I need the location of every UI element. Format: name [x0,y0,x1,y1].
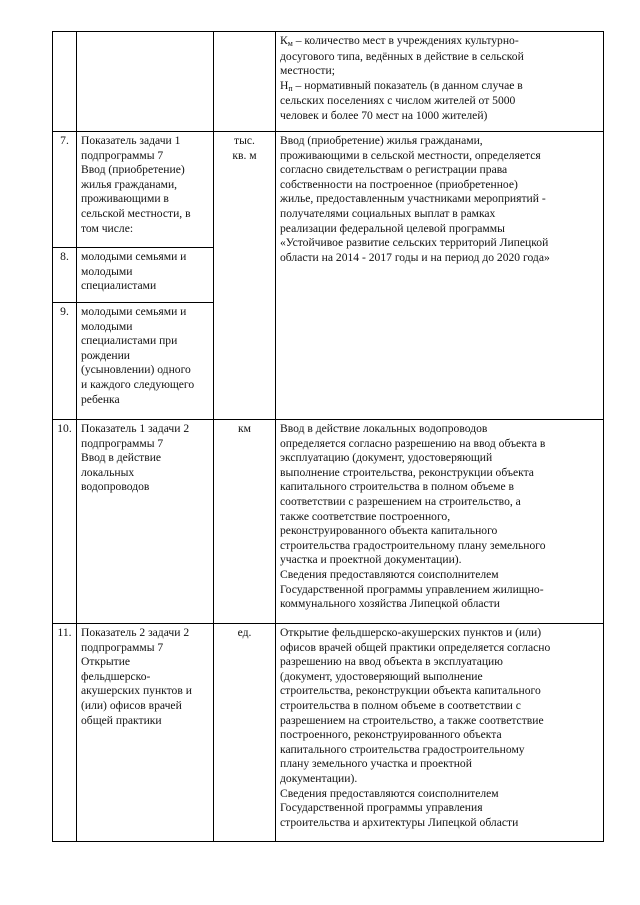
row-number-cell [53,32,77,132]
method-line: Ввод (приобретение) жилья гражданами, [280,134,483,147]
method-line: участка и проектной документации). [280,553,462,567]
unit-line: ед. [237,626,252,639]
method-line: «Устойчивое развитие сельских территорий Липецкой [280,236,549,250]
indicator-name-cell [77,624,214,842]
row-number-cell: 11. [53,624,77,842]
name-line: Открытие [81,655,131,669]
indicator-name-cell [77,248,214,303]
method-line: Открытие фельдшерско-акушерских пунктов и (или) [280,626,542,639]
name-line: проживающими в [81,192,169,206]
indicator-name-cell [77,132,214,248]
method-line: Ввод в действие локальных водопроводов [280,422,488,435]
method-line: проживающими в сельской местности, определяется [280,148,541,162]
unit-line: км [238,422,251,435]
unit-cell [214,32,276,132]
name-line: молодыми семьями и [81,305,187,318]
row-number-cell: 10. [53,420,77,624]
method-line: выполнение строительства, реконструкции объекта [280,465,534,479]
method-line: строительства и архитектуры Липецкой области [280,815,519,829]
method-line: человек и более 70 мест на 1000 жителей) [280,108,488,122]
unit-cell [214,420,276,624]
method-line: строительства градостроительному плану земельного [280,538,546,552]
method-cell [276,132,604,420]
indicator-name-cell [77,420,214,624]
method-line: жилье, предоставленным участниками мероприятий - [280,192,546,206]
name-line: жилья гражданами, [81,177,178,191]
method-line: офисов врачей общей практики определяется согласно [280,640,551,654]
name-line: подпрограммы 7 [81,640,164,654]
name-line: Показатель 1 задачи 2 [81,422,190,435]
name-line: подпрограммы 7 [81,436,164,450]
name-line: ребенка [81,392,120,406]
name-line: и каждого следующего [81,377,195,391]
unit-line: тыс. [234,134,255,147]
method-line: досугового типа, ведённых в действие в сельской [280,49,524,63]
table-row [53,32,604,132]
method-line: Государственной программы управлением жилищно- [280,582,544,596]
name-line: подпрограммы 7 [81,148,164,162]
row-number-cell: 7. [53,132,77,248]
method-line: эксплуатацию (документ, удостоверяющий [280,451,493,465]
name-line: рождении [81,348,130,362]
row-number-cell: 8. [53,248,77,303]
method-line: строительства в полном объеме в соответствии с [280,698,521,712]
table-row [53,132,604,248]
name-line: (или) офисов врачей [81,698,182,712]
name-line: специалистами при [81,334,178,348]
table-row [53,624,604,842]
method-line: реализации федеральной целевой программы [280,221,505,235]
name-line: локальных [81,465,135,479]
name-line: молодыми семьями и [81,250,187,263]
method-line: определяется согласно разрешению на ввод объекта в [280,436,546,450]
name-line: Ввод (приобретение) [81,163,185,177]
method-line: капитального строительства градостроительному [280,742,525,756]
unit-cell [214,624,276,842]
method-line: (документ, удостоверяющий выполнение [280,669,483,683]
table-row [53,420,604,624]
method-line: реконструированного объекта капитального [280,524,498,538]
method-cell [276,32,604,132]
name-line: сельской местности, в [81,206,191,220]
name-line: молодыми [81,319,133,333]
name-line: акушерских пунктов и [81,684,192,698]
name-line: фельдшерско- [81,669,151,683]
method-line: Сведения предоставляются соисполнителем [280,786,499,800]
indicator-table [52,31,604,842]
method-line: сельских поселениях с числом жителей от 5000 [280,94,516,108]
method-line: местности; [280,64,335,78]
name-line: общей практики [81,713,162,727]
method-line: коммунального хозяйства Липецкой области [280,597,500,611]
name-line: Показатель 2 задачи 2 [81,626,190,639]
method-line: Нп – нормативный показатель (в данном случае в [280,78,523,93]
method-line: Сведения предоставляются соисполнителем [280,567,499,581]
indicator-name-cell [77,32,214,132]
method-line: плану земельного участка и проектной [280,757,472,771]
unit-line: кв. м [232,148,257,162]
method-line: Государственной программы управления [280,801,483,815]
method-line: получателями социальных выплат в рамках [280,206,496,220]
method-line: документации). [280,771,358,785]
method-line: разрешением на строительство, а также соответствие [280,713,544,727]
method-line: собственности на построенное (приобретенное) [280,177,518,191]
name-line: Показатель задачи 1 [81,134,181,147]
name-line: специалистами [81,279,157,293]
method-line: Км – количество мест в учреждениях культурно- [280,34,519,48]
method-line: согласно свидетельствам о регистрации права [280,163,508,177]
method-line: также соответствие построенного, [280,509,451,523]
method-line: строительства, реконструкции объекта капитального [280,684,541,698]
method-line: построенного, реконструированного объекта [280,728,502,742]
name-line: Ввод в действие [81,451,162,465]
method-line: разрешению на ввод объекта в эксплуатацию [280,655,503,669]
name-line: (усыновлении) одного [81,363,191,377]
method-line: капитального строительства в полном объеме в [280,480,514,494]
method-line: области на 2014 - 2017 годы и на период до 2020 года» [280,250,550,264]
name-line: молодыми [81,264,133,278]
method-cell [276,420,604,624]
unit-cell [214,132,276,420]
name-line: том числе: [81,221,134,235]
indicator-name-cell [77,303,214,420]
name-line: водопроводов [81,480,150,494]
row-number-cell: 9. [53,303,77,420]
method-line: соответствии с разрешением на строительство, а [280,494,521,508]
method-cell [276,624,604,842]
